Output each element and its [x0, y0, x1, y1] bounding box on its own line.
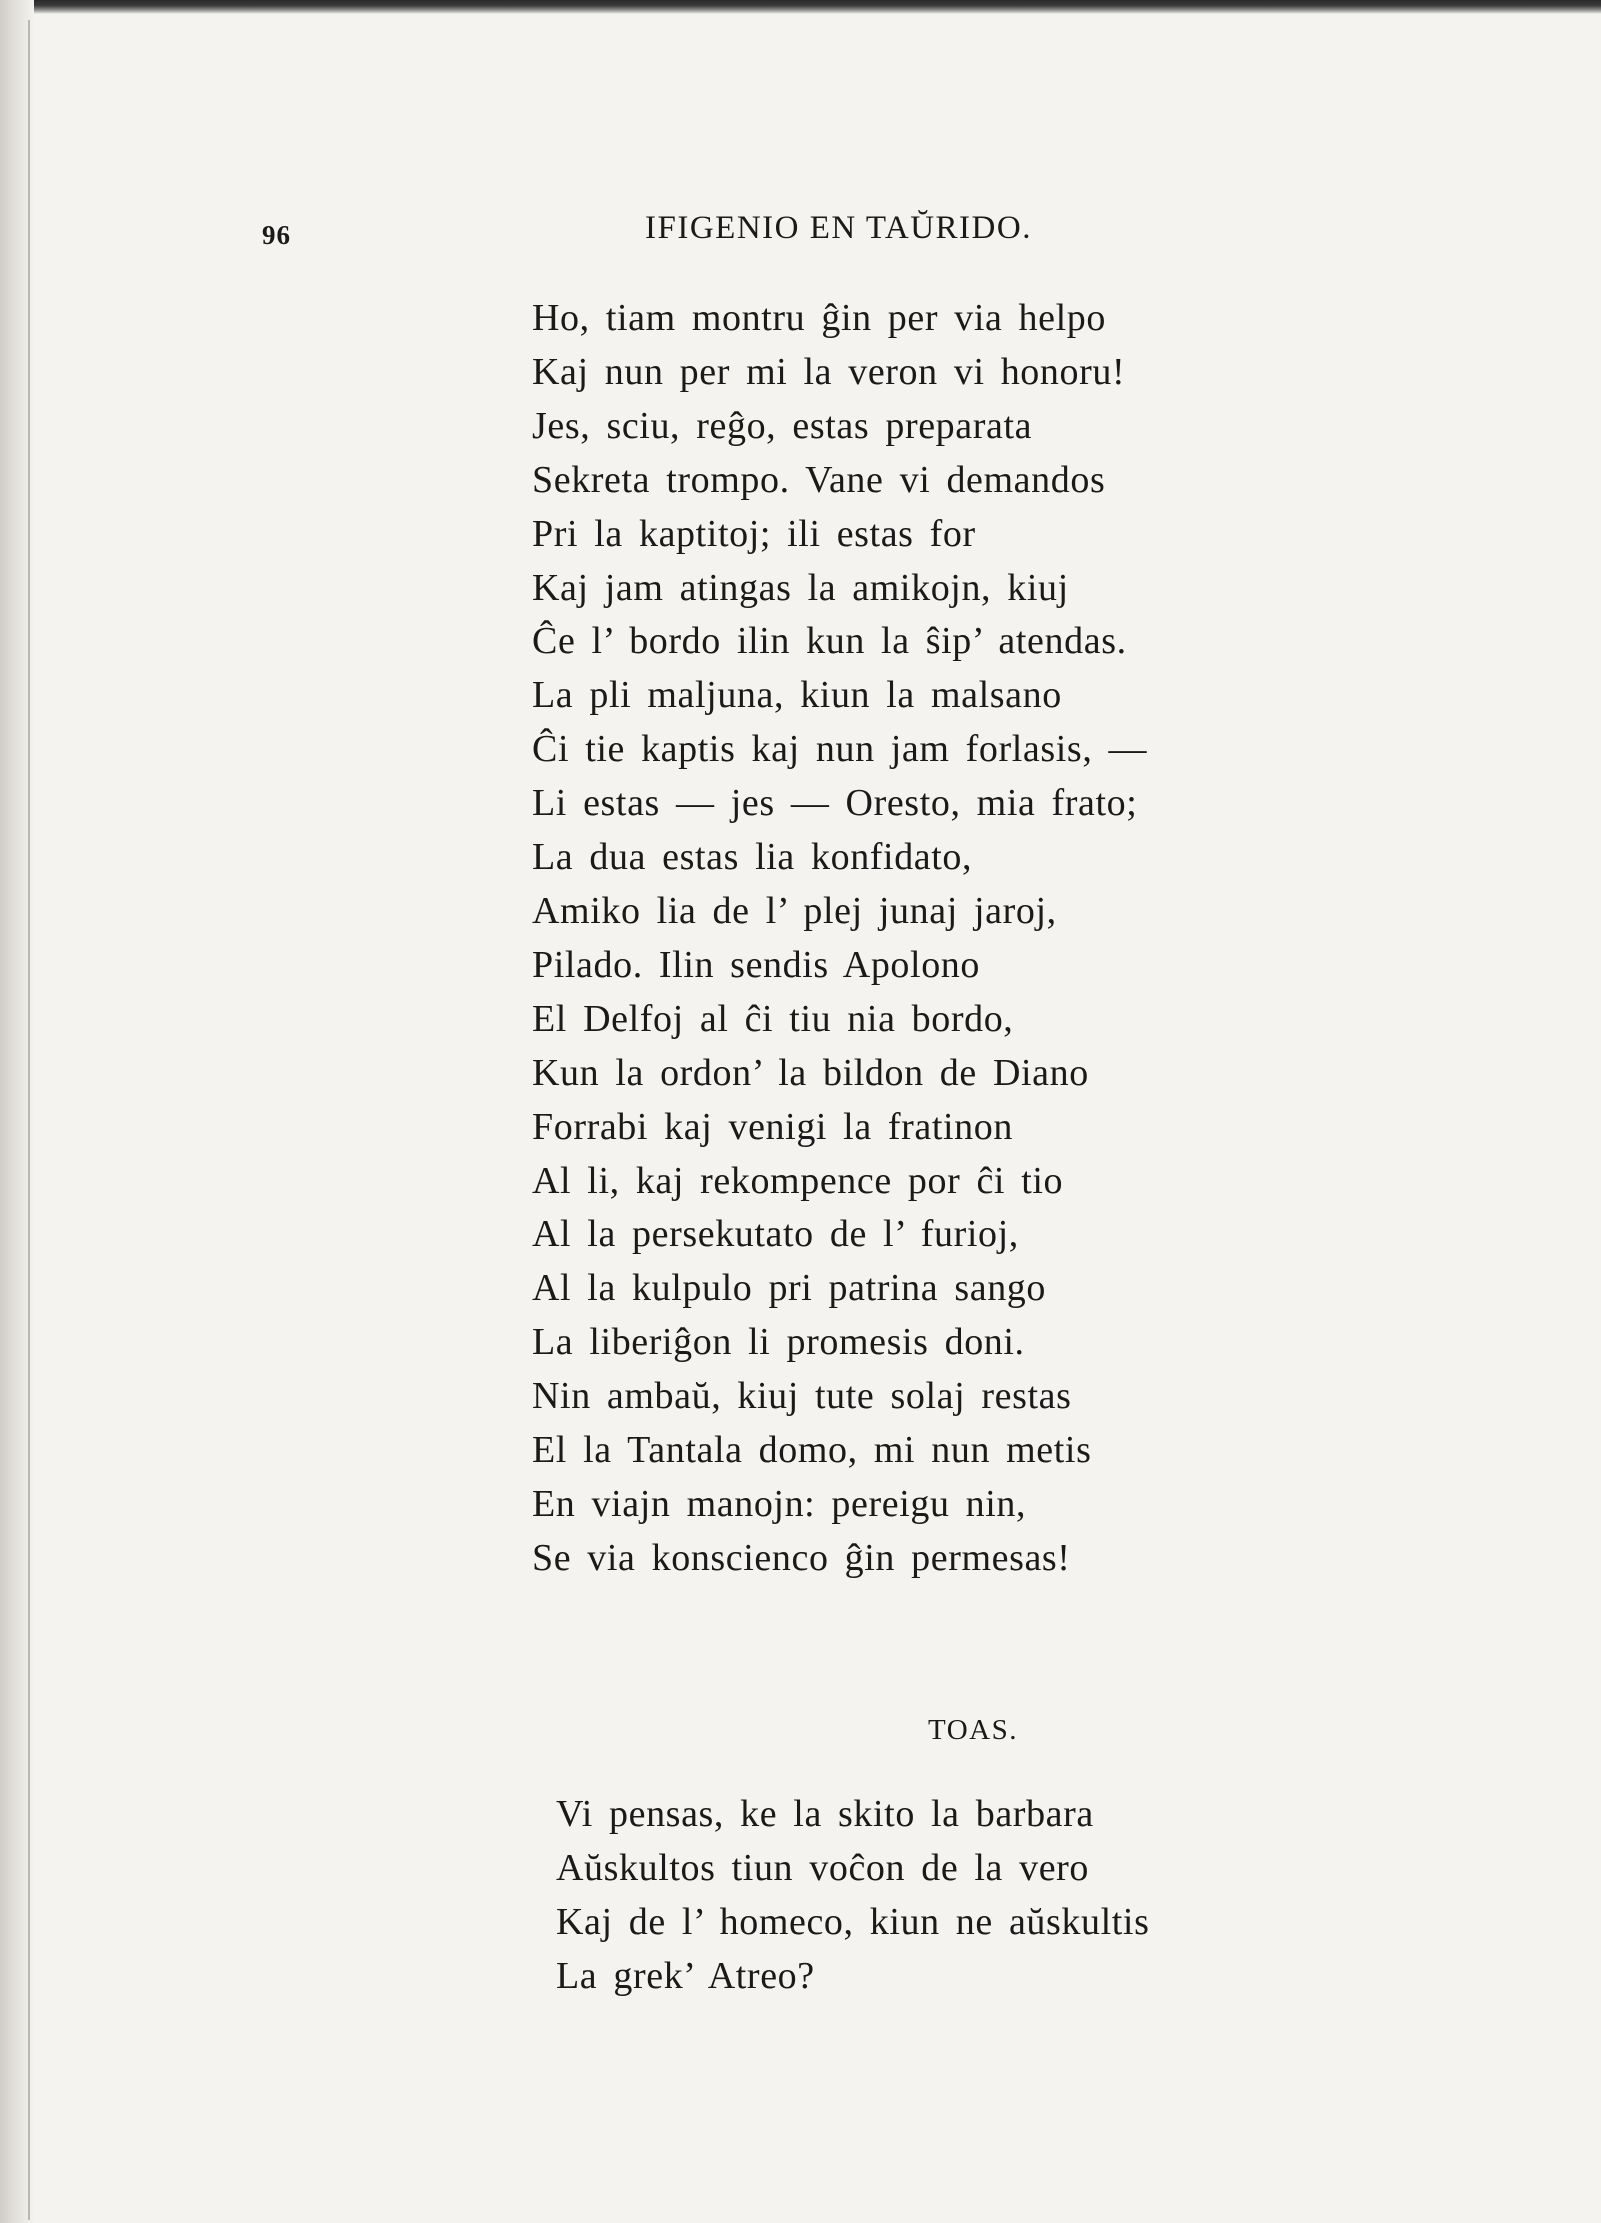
- verse-line: Sekreta trompo. Vane vi demandos: [532, 458, 1106, 501]
- verse-line: Forrabi kaj venigi la fratinon: [532, 1105, 1013, 1148]
- verse-passage: [556, 1788, 1149, 2004]
- verse-line: Amiko lia de l’ plej junaj jaroj,: [532, 889, 1057, 932]
- verse-line: Pilado. Ilin sendis Apolono: [532, 943, 980, 986]
- verse-line: Ĉi tie kaptis kaj nun jam forlasis, —: [532, 728, 1148, 771]
- page-number: 96: [262, 220, 291, 250]
- running-head: IFIGENIO EN TAŬRIDO.: [645, 210, 1032, 246]
- verse-line: Ĉe l’ bordo ilin kun la ŝip’ atendas.: [532, 620, 1127, 663]
- scan-gutter-line: [28, 20, 30, 2220]
- verse-line: Kaj nun per mi la veron vi honoru!: [532, 350, 1126, 393]
- verse-line: La liberiĝon li promesis doni.: [532, 1321, 1025, 1364]
- verse-line: El Delfoj al ĉi tiu nia bordo,: [532, 997, 1014, 1040]
- verse-line: Al li, kaj rekompence por ĉi tio: [532, 1159, 1064, 1202]
- verse-line: Pri la kaptitoj; ili estas for: [532, 512, 976, 555]
- verse-line: Kaj jam atingas la amikojn, kiuj: [532, 566, 1069, 609]
- verse-line: Kun la ordon’ la bildon de Diano: [532, 1051, 1089, 1094]
- verse-line: Aŭskultos tiun voĉon de la vero: [556, 1846, 1090, 1889]
- verse-line: Vi pensas, ke la skito la barbara: [556, 1793, 1094, 1835]
- verse-line: Kaj de l’ homeco, kiun ne aŭskultis: [556, 1900, 1150, 1943]
- verse-line: Ho, tiam montru ĝin per via helpo: [532, 297, 1106, 339]
- verse-passage: [532, 292, 1147, 1586]
- verse-line: Jes, sciu, reĝo, estas preparata: [532, 404, 1033, 447]
- verse-line: La dua estas lia konfidato,: [532, 836, 973, 879]
- verse-line: Se via konscienco ĝin permesas!: [532, 1536, 1071, 1579]
- verse-line: Al la persekutato de l’ furioj,: [532, 1213, 1019, 1256]
- speaker-name: TOAS.: [928, 1714, 1018, 1746]
- verse-line: La pli maljuna, kiun la malsano: [532, 674, 1062, 717]
- verse-line: Nin ambaŭ, kiuj tute solaj restas: [532, 1375, 1072, 1418]
- verse-line: Al la kulpulo pri patrina sango: [532, 1267, 1047, 1310]
- verse-line: El la Tantala domo, mi nun metis: [532, 1429, 1092, 1472]
- verse-line: Li estas — jes — Oresto, mia frato;: [532, 782, 1138, 825]
- verse-line: En viajn manojn: pereigu nin,: [532, 1482, 1027, 1525]
- scan-top-border: [0, 0, 1601, 14]
- verse-line: La grek’ Atreo?: [556, 1954, 815, 1997]
